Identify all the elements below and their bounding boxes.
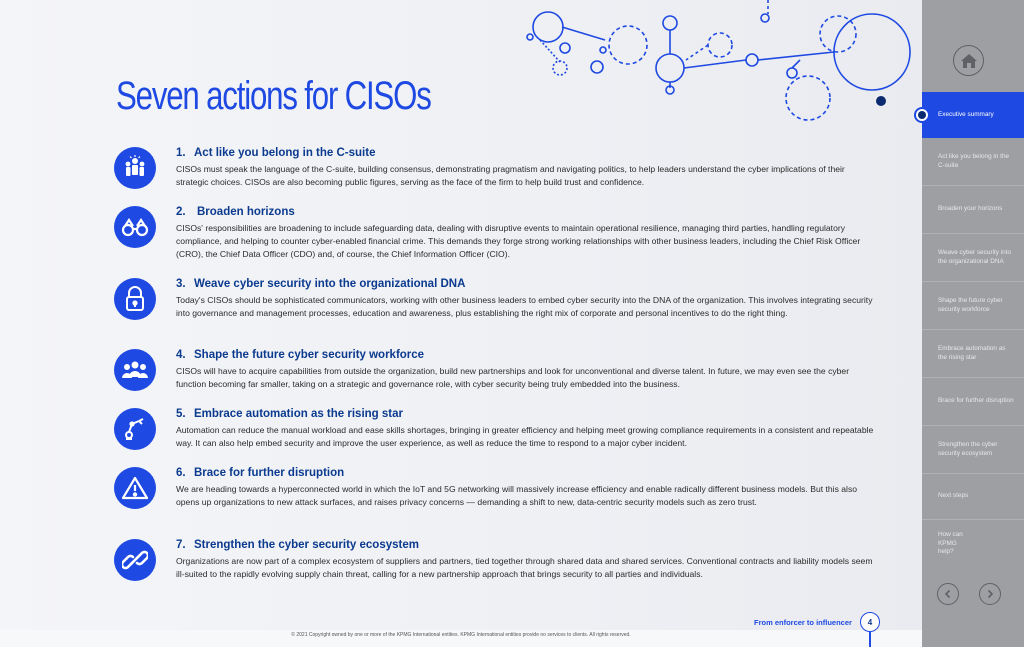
sidebar-item-label: Shape the future cyber security workforce xyxy=(938,296,1003,313)
sidebar-item-automation[interactable] xyxy=(922,330,1024,378)
team-leader-icon xyxy=(114,147,156,189)
previous-page-button[interactable] xyxy=(937,583,959,605)
sidebar-item-label: Broaden your horizons xyxy=(938,205,1003,213)
next-page-button[interactable] xyxy=(979,583,1001,605)
robot-arm-icon xyxy=(114,408,156,450)
sidebar-item-disruption[interactable] xyxy=(922,378,1024,426)
action-heading: Shape the future cyber security workforce xyxy=(194,349,425,361)
sidebar-item-label: Strengthen the cyber security ecosystem xyxy=(938,440,998,457)
action-number: 7. xyxy=(176,539,186,551)
sidebar-item-label: Next steps xyxy=(938,492,969,500)
action-heading: Act like you belong in the C-suite xyxy=(194,147,376,159)
sidebar-item-label: Executive summary xyxy=(938,110,994,118)
sidebar-item-label: Weave cyber security into the organizational DNA xyxy=(938,248,1012,265)
action-body: CISOs must speak the language of the C-suite, building consensus, demonstrating pragmatism and navigating politics, to help leaders understand the cyber implications of their strategic choices. CISOs are also becoming public figures, serving as the face of the firm to help build trust and confidence. xyxy=(176,164,845,187)
action-body: Organizations are now part of a complex ecosystem of suppliers and partners, tied together through shared data and shared services. Conventional contracts and liability models seem ill-suited to the rapidly evolving supply chain threat, calling for a new partnership approach that brings security to all parties and individuals. xyxy=(176,556,873,579)
chevron-left-icon xyxy=(943,589,953,599)
action-number: 3. xyxy=(176,278,186,290)
action-heading: Strengthen the cyber security ecosystem xyxy=(194,539,419,551)
warning-triangle-icon xyxy=(114,467,156,509)
binoculars-icon xyxy=(114,206,156,248)
action-item xyxy=(114,539,874,599)
action-heading: Brace for further disruption xyxy=(194,467,345,479)
sidebar-item-kpmg-help[interactable] xyxy=(922,520,1024,568)
action-heading: Broaden horizons xyxy=(197,206,295,218)
action-item xyxy=(114,349,874,399)
action-item xyxy=(114,467,874,527)
action-body: CISOs' responsibilities are broadening to include safeguarding data, dealing with disruptive events to maintain operational resilience, managing third parties, handling regulatory compliance, and helping to counter cyber-enabled financial crime. This demands they forge strong working relationships with other business leaders, including the Chief Risk Officer (CRO), the Chief Data Officer (CDO) and, of course, the Chief Information Officer (CIO). xyxy=(176,223,861,259)
workforce-group-icon xyxy=(114,349,156,391)
action-body: CISOs will have to acquire capabilities from outside the organization, build new partnerships and look for unconventional and diverse talent. In future, we may even see the cyber function becoming far smaller, taking on a strategic and governance role, with cyber security being truly embedded into the business. xyxy=(176,366,850,389)
action-item xyxy=(114,147,874,197)
action-heading: Weave cyber security into the organizational DNA xyxy=(194,278,466,290)
sidebar-item-ecosystem[interactable] xyxy=(922,426,1024,474)
copyright-notice: © 2021 Copyright owned by one or more of the KPMG International entities. KPMG International entities provide no services to clients. All rights reserved. xyxy=(291,632,631,638)
chain-link-icon xyxy=(114,539,156,581)
page-title: Seven actions for CISOs xyxy=(116,74,431,118)
action-number: 1. xyxy=(176,147,186,159)
action-number: 5. xyxy=(176,408,186,420)
home-icon xyxy=(960,53,978,69)
action-heading: Embrace automation as the rising star xyxy=(194,408,403,420)
sidebar-item-label: Embrace automation as the rising star xyxy=(938,344,1006,361)
action-item xyxy=(114,278,874,338)
document-title-link[interactable]: From enforcer to influencer xyxy=(754,618,852,627)
action-item xyxy=(114,408,874,458)
sidebar-item-workforce[interactable] xyxy=(922,282,1024,330)
sidebar-item-label: How can KPMG help? xyxy=(938,531,963,556)
sidebar-item-c-suite[interactable] xyxy=(922,138,1024,186)
sidebar-item-next-steps[interactable] xyxy=(922,474,1024,520)
sidebar-item-executive-summary[interactable] xyxy=(922,92,1024,138)
current-section-indicator-icon xyxy=(914,107,930,123)
sidebar-item-label: Act like you belong in the C-suite xyxy=(938,152,1010,169)
chevron-right-icon xyxy=(985,589,995,599)
padlock-icon xyxy=(114,278,156,320)
sidebar-item-organizational-dna[interactable] xyxy=(922,234,1024,282)
sidebar-item-horizons[interactable] xyxy=(922,186,1024,234)
home-button[interactable] xyxy=(953,45,984,76)
action-body: Today's CISOs should be sophisticated communicators, working with other business leaders to embed cyber security into the DNA of the organization. This involves integrating security into governance and management processes, education and awareness, plus establishing the right mix of corporate and personal incentives to do the right thing. xyxy=(176,295,873,318)
action-body: Automation can reduce the manual workload and ease skills shortages, bringing in greater efficiency and helping meet growing compliance requirements in a consistent and repeatable way. It can also help embed security and improve the user experience, as well as reduce the time to respond to a major cyber incident. xyxy=(176,425,874,448)
action-body: We are heading towards a hyperconnected world in which the IoT and 5G networking will massively increase efficiency and enable radically different business models. But this also opens up organizations to new attack surfaces, and raises privacy concerns — demanding a shift to new, data-centric security models such as zero trust. xyxy=(176,484,858,507)
network-decoration xyxy=(500,0,922,130)
action-number: 6. xyxy=(176,467,186,479)
action-number: 4. xyxy=(176,349,186,361)
action-item xyxy=(114,206,874,266)
sidebar-item-label: Brace for further disruption xyxy=(938,397,1014,405)
action-number: 2. xyxy=(176,206,186,218)
page-number: 4 xyxy=(860,612,880,632)
